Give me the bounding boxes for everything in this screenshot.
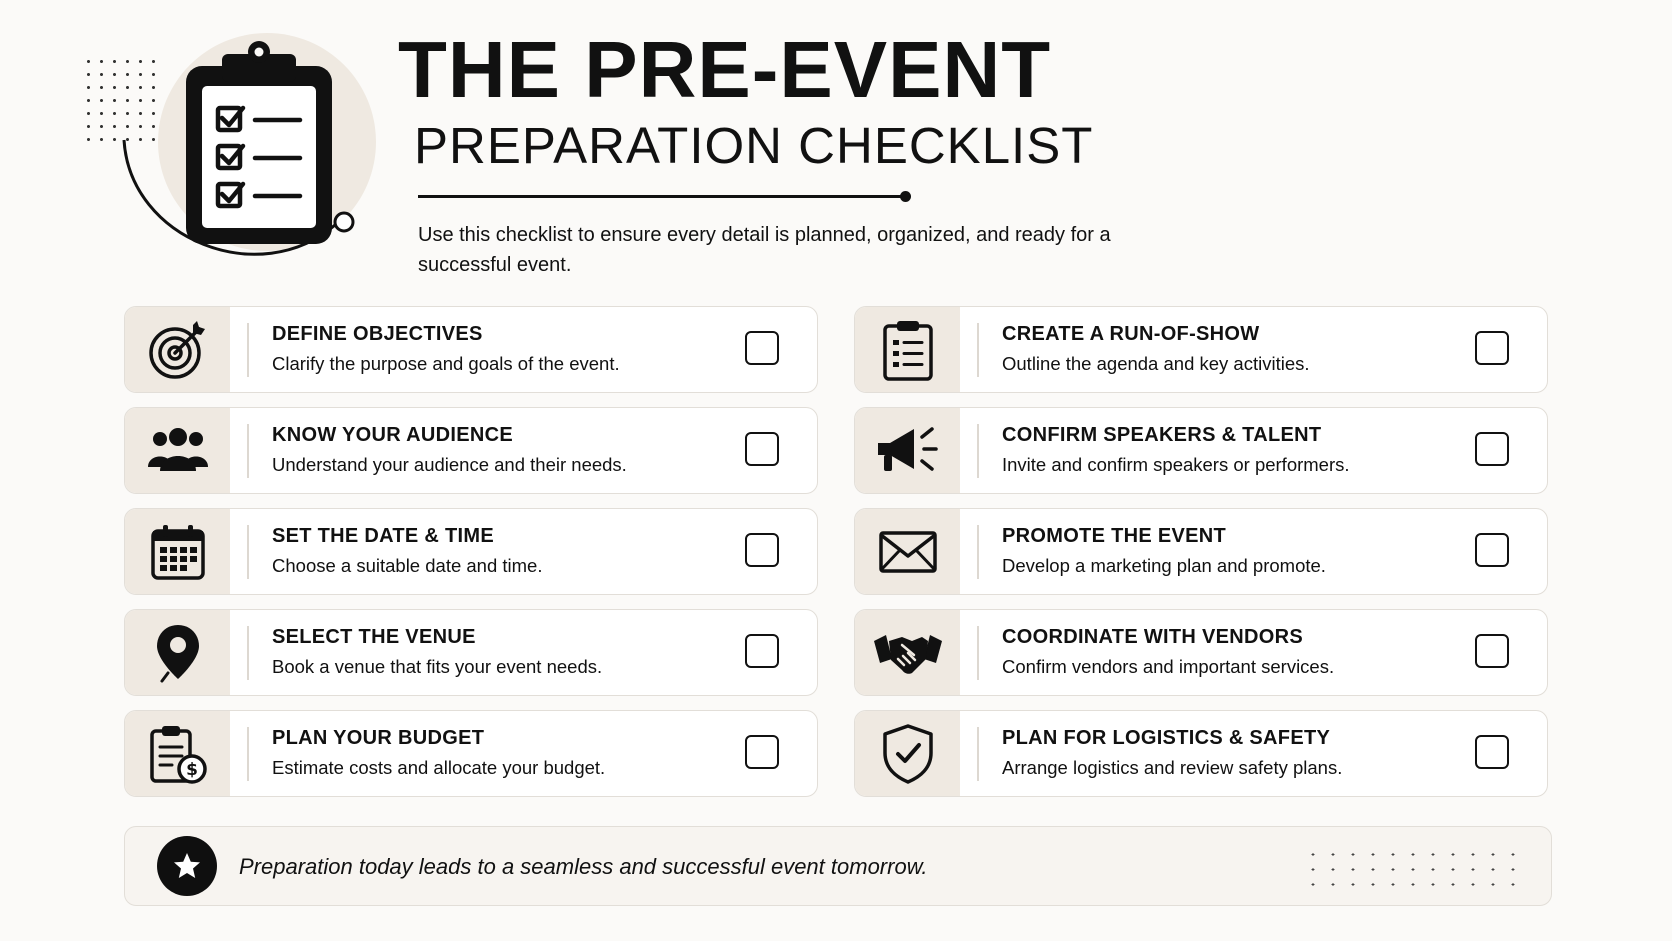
item-description: Understand your audience and their needs. [272,454,627,475]
footer-banner [124,826,1552,906]
item-description: Book a venue that fits your event needs. [272,656,603,677]
item-title: SET THE DATE & TIME [272,525,494,547]
shield-check-icon [881,723,935,785]
checklist-item-confirm-speakers-talent [854,407,1548,494]
item-description: Outline the agenda and key activities. [1002,353,1310,374]
checkbox[interactable] [1475,533,1509,567]
clipboard-checklist-icon [180,40,340,250]
calendar-icon [150,523,206,581]
page-subtitle: PREPARATION CHECKLIST [414,117,1094,174]
checklist-item-define-objectives [124,306,818,393]
checkbox[interactable] [745,735,779,769]
item-title: CONFIRM SPEAKERS & TALENT [1002,424,1322,446]
svg-text:$: $ [185,759,198,780]
checkbox[interactable] [745,331,779,365]
item-title: PROMOTE THE EVENT [1002,525,1227,547]
footer-quote: Preparation today leads to a seamless and successful event tomorrow. [239,854,928,879]
checkbox[interactable] [1475,432,1509,466]
title-divider-dot [900,191,911,202]
star-icon [172,851,202,881]
checklist-item-promote-the-event [854,508,1548,595]
item-title: CREATE A RUN-OF-SHOW [1002,323,1260,345]
star-badge [157,836,217,896]
checkbox[interactable] [745,432,779,466]
checklist-item-select-the-venue [124,609,818,696]
checklist-item-create-a-run-of-show [854,306,1548,393]
title-divider [418,195,906,198]
checklist-item-plan-for-logistics-safety [854,710,1548,797]
item-description: Invite and confirm speakers or performers. [1002,454,1350,475]
checklist-item-coordinate-with-vendors [854,609,1548,696]
location-pin-icon [154,623,202,683]
checkbox[interactable] [1475,735,1509,769]
item-title: COORDINATE WITH VENDORS [1002,626,1303,648]
budget-icon [148,723,208,785]
item-description: Confirm vendors and important services. [1002,656,1335,677]
item-title: SELECT THE VENUE [272,626,476,648]
separator [977,323,979,377]
item-description: Develop a marketing plan and promote. [1002,555,1326,576]
separator [977,424,979,478]
intro-text: Use this checklist to ensure every detail is planned, organized, and ready for a successful event. [418,224,1111,276]
handshake-icon [872,629,944,677]
separator [247,626,249,680]
target-icon [147,319,209,381]
item-description: Choose a suitable date and time. [272,555,543,576]
item-title: KNOW YOUR AUDIENCE [272,424,513,446]
item-description: Clarify the purpose and goals of the event. [272,353,620,374]
decorative-dots [1303,847,1521,887]
checklist-item-plan-your-budget [124,710,818,797]
separator [247,323,249,377]
separator [977,626,979,680]
separator [977,525,979,579]
page-title: THE PRE-EVENT [398,25,1052,114]
separator [247,525,249,579]
item-description: Arrange logistics and review safety plans. [1002,757,1343,778]
separator [247,424,249,478]
megaphone-icon [874,423,942,479]
run-of-show-icon [882,318,934,382]
item-title: DEFINE OBJECTIVES [272,323,483,345]
checklist-item-set-the-date-time [124,508,818,595]
separator [247,727,249,781]
checklist-item-know-your-audience [124,407,818,494]
audience-icon [146,427,210,475]
separator [977,727,979,781]
checkbox[interactable] [745,634,779,668]
item-description: Estimate costs and allocate your budget. [272,757,606,778]
checkbox[interactable] [1475,634,1509,668]
envelope-icon [878,530,938,574]
checkbox[interactable] [745,533,779,567]
checkbox[interactable] [1475,331,1509,365]
item-title: PLAN YOUR BUDGET [272,727,485,749]
item-title: PLAN FOR LOGISTICS & SAFETY [1002,727,1331,749]
